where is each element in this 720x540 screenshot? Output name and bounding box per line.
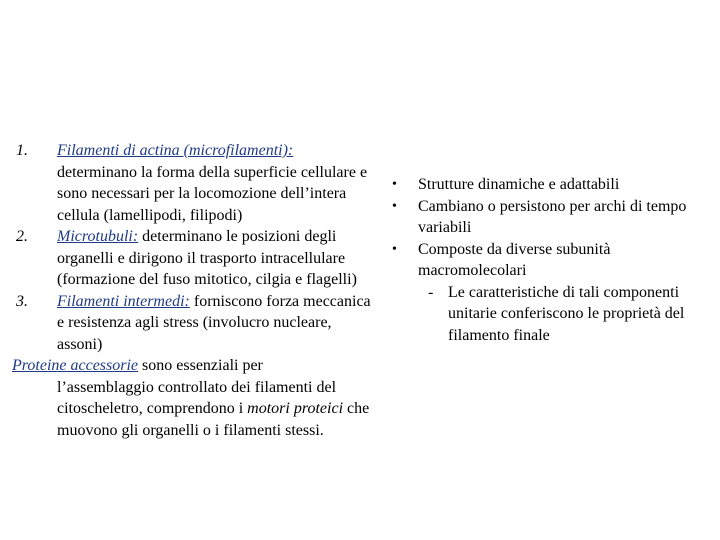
item-number: 1. bbox=[16, 142, 28, 159]
accessory-text-middle: l’assemblaggio controllato dei filamenti del citoscheletro, comprendono i bbox=[57, 378, 337, 417]
list-item bbox=[12, 291, 372, 356]
right-bullet-column bbox=[392, 174, 707, 346]
item-number: 2. bbox=[16, 228, 28, 245]
list-item bbox=[12, 140, 372, 226]
bullet-item bbox=[392, 239, 707, 282]
bullet-icon: • bbox=[392, 198, 397, 214]
item-description: determinano la forma della superficie cellulare e sono necessari per la locomozione dell’intera cellula (lamellipodi, filipodi) bbox=[57, 163, 368, 224]
accessory-text-end: che muovono gli organelli o i filamenti stessi. bbox=[57, 400, 370, 439]
left-text-column bbox=[12, 140, 372, 441]
dash-icon: - bbox=[428, 283, 434, 301]
bullet-icon: • bbox=[392, 241, 397, 257]
item-number: 3. bbox=[16, 292, 28, 310]
sub-item bbox=[392, 282, 707, 347]
bullet-item bbox=[392, 196, 707, 239]
item-term-link[interactable]: Filamenti di actina (microfilamenti): bbox=[57, 142, 294, 159]
item-description: forniscono forza meccanica e resistenza agli stress (involucro nucleare, assoni) bbox=[57, 292, 371, 353]
motor-proteins-term: motori proteici bbox=[247, 400, 344, 417]
accessory-text-start: sono essenziali per bbox=[142, 357, 263, 374]
item-description: determinano le posizioni degli organelli e dirigono il trasporto intracellulare (formazione del fuso mitotico, cilgia e flagelli) bbox=[57, 228, 357, 288]
bullet-text: Strutture dinamiche e adattabili bbox=[418, 176, 620, 193]
item-term-link[interactable]: Filamenti intermedi: bbox=[57, 292, 190, 310]
accessory-proteins-paragraph bbox=[12, 355, 372, 441]
list-item bbox=[12, 226, 372, 291]
sub-text: Le caratteristiche di tali componenti unitarie conferiscono le proprietà del filamento finale bbox=[448, 283, 685, 344]
item-term-link[interactable]: Microtubuli: bbox=[57, 228, 139, 245]
accessory-proteins-link[interactable]: Proteine accessorie bbox=[12, 357, 139, 374]
bullet-text: Composte da diverse subunità macromolecolari bbox=[418, 240, 611, 279]
bullet-icon: • bbox=[392, 177, 397, 192]
bullet-text: Cambiano o persistono per archi di tempo variabili bbox=[418, 197, 687, 236]
bullet-item bbox=[392, 174, 707, 196]
